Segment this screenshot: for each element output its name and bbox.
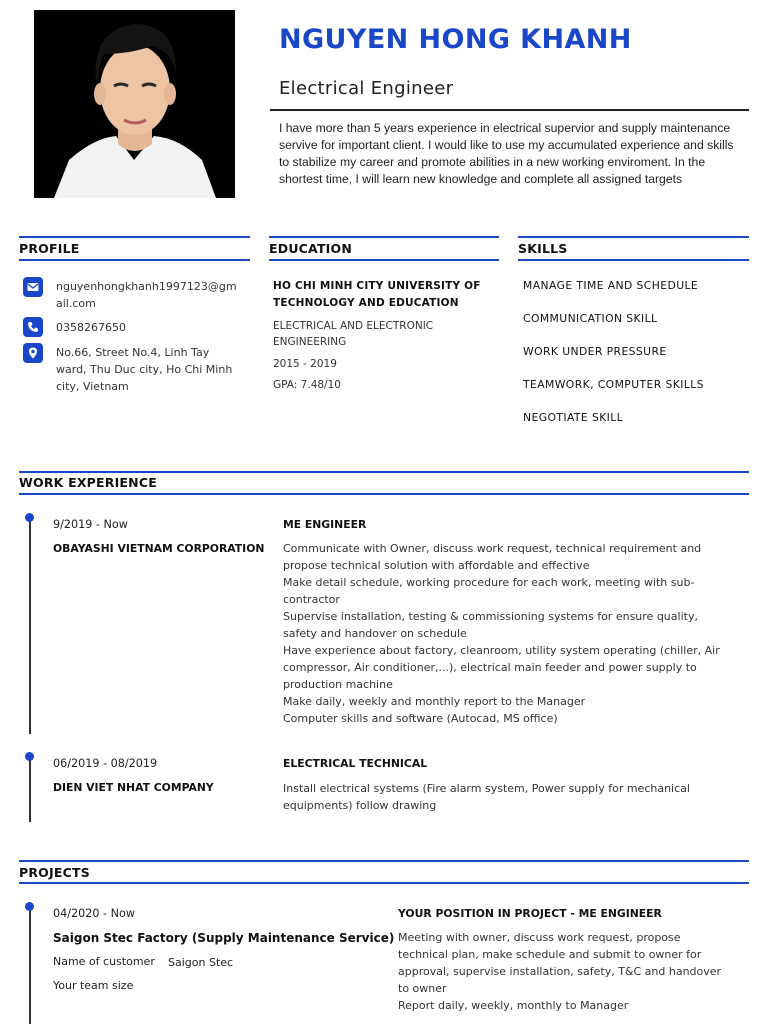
profile-top-rule — [19, 236, 250, 238]
timeline-line — [29, 908, 31, 1024]
education-school-line-1: HO CHI MINH CITY UNIVERSITY OF — [273, 280, 481, 292]
job-date: 9/2019 - Now — [53, 518, 128, 531]
customer-value: Saigon Stec — [168, 956, 234, 969]
job-company: DIEN VIET NHAT COMPANY — [53, 781, 214, 794]
work-bottom-rule — [19, 493, 749, 495]
summary-text: I have more than 5 years experience in electrical supervior and supply maintenance servive for important client. I would like to use my accumulated experience and skills to stabilize my career and promote abilities in a new working enviroment. In the shortest time, I will learn new knowledge and complete all assigned targets — [279, 121, 734, 186]
project-description — [398, 929, 748, 1014]
project-desc-line: technical plan, make schedule and submit to owner for — [398, 948, 702, 961]
phone-text[interactable]: 0358267650 — [56, 321, 126, 334]
skills-bottom-rule — [518, 259, 749, 261]
project-desc-line: Meeting with owner, discuss work request, propose — [398, 931, 681, 944]
skills-heading: SKILLS — [518, 241, 568, 256]
job-desc-line: Make detail schedule, working procedure for each work, meeting with sub- — [283, 576, 695, 589]
education-gpa: GPA: 7.48/10 — [273, 379, 341, 391]
timeline-line — [29, 758, 31, 822]
skill-item: NEGOTIATE SKILL — [523, 411, 624, 424]
project-desc-line: Report daily, weekly, monthly to Manager — [398, 999, 629, 1012]
email-line-1[interactable]: nguyenhongkhanh1997123@gm — [56, 280, 237, 293]
profile-photo — [34, 10, 235, 198]
customer-label: Name of customer — [53, 955, 155, 968]
education-top-rule — [269, 236, 499, 238]
skill-item: MANAGE TIME AND SCHEDULE — [523, 279, 699, 292]
projects-bottom-rule — [19, 882, 749, 884]
project-desc-line: approval, supervise installation, safety, T&C and handover — [398, 965, 722, 978]
location-icon — [23, 343, 43, 363]
education-bottom-rule — [269, 259, 499, 261]
skill-item: COMMUNICATION SKILL — [523, 312, 658, 325]
education-major-line-2: ENGINEERING — [273, 336, 347, 348]
skills-top-rule — [518, 236, 749, 238]
job-desc-line: Computer skills and software (Autocad, MS office) — [283, 712, 558, 725]
profile-bottom-rule — [19, 259, 250, 261]
project-position: YOUR POSITION IN PROJECT - ME ENGINEER — [398, 907, 662, 920]
job-desc-line: equipments) follow drawing — [283, 799, 437, 812]
email-icon — [23, 277, 43, 297]
job-desc-line: Install electrical systems (Fire alarm system, Power supply for mechanical — [283, 782, 690, 795]
job-desc-line: compressor, Air conditioner,...), electrical main feeder and power supply to — [283, 661, 697, 674]
education-heading: EDUCATION — [269, 241, 353, 256]
job-desc-line: Have experience about factory, cleanroom, utility system operating (chiller, Air — [283, 644, 720, 657]
skill-item: TEAMWORK, COMPUTER SKILLS — [523, 378, 704, 391]
job-desc-line: Supervise installation, testing & commissioning systems for ensure quality, — [283, 610, 698, 623]
job-desc-line: contractor — [283, 593, 340, 606]
job-desc-line: propose technical solution with affordable and effective — [283, 559, 590, 572]
job-description — [283, 540, 743, 727]
address-line-1: No.66, Street No.4, Linh Tay — [56, 346, 210, 359]
job-description — [283, 780, 743, 814]
job-title: ELECTRICAL TECHNICAL — [283, 757, 428, 770]
header-divider — [270, 109, 749, 111]
job-title: ME ENGINEER — [283, 518, 367, 531]
education-years: 2015 - 2019 — [273, 358, 337, 370]
timeline-line — [29, 518, 31, 734]
job-desc-line: production machine — [283, 678, 393, 691]
timeline-dot — [25, 902, 34, 911]
team-size-label: Your team size — [53, 979, 134, 992]
address-line-3: city, Vietnam — [56, 380, 129, 393]
project-desc-line: to owner — [398, 982, 447, 995]
address-line-2: ward, Thu Duc city, Ho Chi Minh — [56, 363, 233, 376]
projects-heading: PROJECTS — [19, 865, 90, 880]
skill-item: WORK UNDER PRESSURE — [523, 345, 667, 358]
project-date: 04/2020 - Now — [53, 907, 135, 920]
education-major-line-1: ELECTRICAL AND ELECTRONIC — [273, 320, 434, 332]
email-line-2[interactable]: ail.com — [56, 297, 96, 310]
project-name: Saigon Stec Factory (Supply Maintenance Service) — [53, 931, 395, 945]
candidate-name: NGUYEN HONG KHANH — [279, 24, 632, 55]
profile-heading: PROFILE — [19, 241, 80, 256]
candidate-role: Electrical Engineer — [279, 78, 454, 99]
education-school-line-2: TECHNOLOGY AND EDUCATION — [273, 297, 459, 309]
timeline-dot — [25, 513, 34, 522]
job-date: 06/2019 - 08/2019 — [53, 757, 158, 770]
phone-icon — [23, 317, 43, 337]
job-desc-line: Communicate with Owner, discuss work request, technical requirement and — [283, 542, 702, 555]
job-desc-line: safety and handover on schedule — [283, 627, 467, 640]
work-heading: WORK EXPERIENCE — [19, 475, 157, 490]
job-company: OBAYASHI VIETNAM CORPORATION — [53, 542, 265, 555]
job-desc-line: Make daily, weekly and monthly report to the Manager — [283, 695, 586, 708]
work-top-rule — [19, 471, 749, 473]
timeline-dot — [25, 752, 34, 761]
projects-top-rule — [19, 860, 749, 862]
